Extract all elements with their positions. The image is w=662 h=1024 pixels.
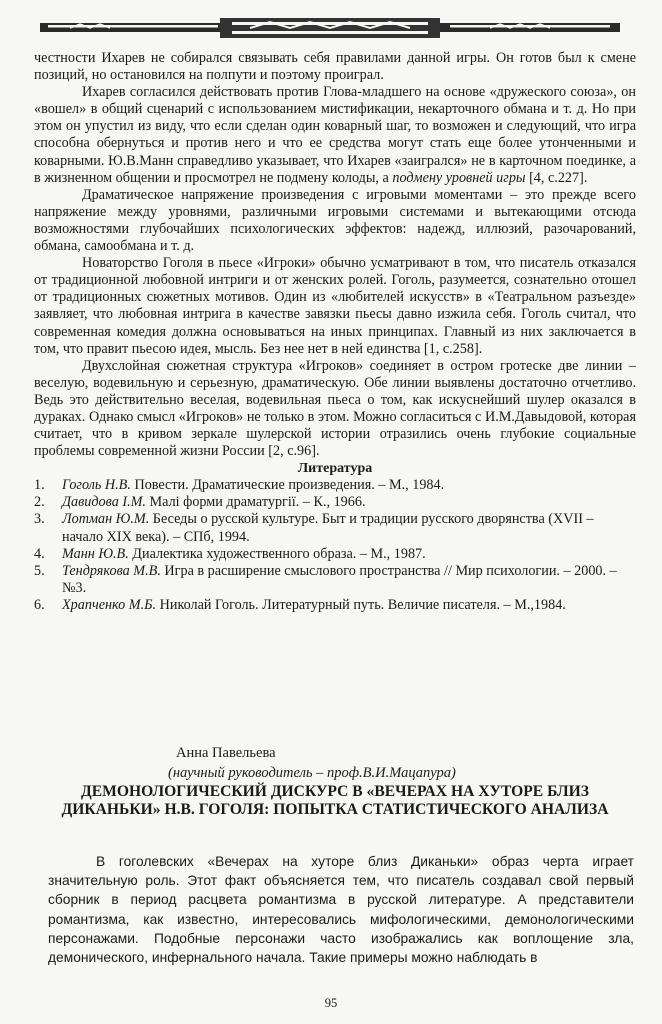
article-author: Анна Павельева — [176, 745, 276, 761]
header-ornament — [40, 10, 620, 46]
paragraph-4: Новаторство Гоголя в пьесе «Игроки» обычно усматривают в том, что писатель отказался от традиционной любовной интриги и от женских ролей. Гоголь, разумеется, сознательно отошел от традиционных сюжетных мотивов. Один из «любителей искусств» в «Театральном разъезде» заявляет, что любовная интрига в качестве завязки пьесы давно изжила себя. Гоголь считал, что современная комедия должна основываться на иных принципах. Главный из них заключается в том, что правит пьесою идея, мысль. Без нее нет в ней единства [1, с.258]. — [34, 255, 636, 357]
title-line-1: ДЕМОНОЛОГИЧЕСКИЙ ДИСКУРС В «ВЕЧЕРАХ НА ХУТОРЕ БЛИЗ — [81, 783, 589, 800]
article-intro: В гоголевских «Вечерах на хуторе близ Диканьки» образ черта играет значительную роль. Этот факт объясняется тем, что писатель создавал свой первый сборник в период расцвета романтизма в русской литературе. А представители романтизма, как известно, интересовались мифологическими, демонологическими персонажами. Подобные персонажи часто изображались как воплощение зла, демонического, инфернального начала. Такие примеры можно наблюдать в — [48, 854, 634, 966]
article-advisor: (научный руководитель – проф.В.И.Мацапура) — [168, 765, 456, 781]
reference-item: 4. Манн Ю.В. Диалектика художественного образа. – М., 1987. — [34, 545, 426, 562]
paragraph-2: Ихарев согласился действовать против Глова-младшего на основе «дружеского союза», он «вошел» в общий сценарий с использованием мистификации, некарточного обмана и т. д. Но при этом он упустил из виду, что если сделан один коварный шаг, то возможен и следующий, что игра способна обернуться и против него и что ее средства могут стать еще более утонченными и коварными. Ю.В.Манн справедливо указывает, что Ихарев «заигрался» не в карточном поединке, а в жизненном общении и просмотрел не подмену колоды, а подмену уровней игры [4, с.227]. — [34, 84, 636, 186]
reference-list — [34, 477, 636, 614]
reference-item: 2. Давидова І.М. Малі форми драматургії. – К., 1966. — [34, 494, 366, 511]
reference-item: 5. Тендрякова М.В. Игра в расширение смыслового пространства // Мир психологии. – 2000. – №3. — [34, 562, 617, 596]
reference-item: 1. Гоголь Н.В. Повести. Драматические произведения. – М., 1984. — [34, 477, 445, 494]
main-text — [34, 50, 636, 614]
paragraph-5: Двухслойная сюжетная структура «Игроков» соединяет в остром гротеске две линии – веселую, водевильную и серьезную, драматическую. Обе линии выявлены достаточно отчетливо. Ведь это действительно веселая, водевильная пьеса о том, как искуснейший шулер оказался в дураках. Однако смысл «Игроков» не только в этом. Можно согласиться с И.М.Давыдовой, которая считает, что в кривом зеркале шулерской истории отразились очень глубокие социальные проблемы современной жизни России [2, с.96]. — [34, 357, 636, 460]
literature-heading: Литература — [297, 461, 373, 477]
emphasis-text: подмену уровней игры — [392, 169, 526, 186]
title-line-2: ДИКАНЬКИ» Н.В. ГОГОЛЯ: ПОПЫТКА СТАТИСТИЧЕСКОГО АНАЛИЗА — [61, 801, 609, 818]
article-body — [48, 852, 634, 967]
reference-item: 6. Храпченко М.Б. Николай Гоголь. Литературный путь. Величие писателя. – М.,1984. — [34, 596, 566, 613]
page-number: 95 — [324, 996, 338, 1010]
paragraph-3: Драматическое напряжение произведения с игровыми моментами – это прежде всего напряжение между уровнями, различными игровыми системами и вытекающими отсюда возможностями глубочайших психологических эффектов: надежд, иллюзий, разочарований, обмана, самообмана и т. д. — [34, 186, 636, 255]
reference-item: 3. Лотман Ю.М. Беседы о русской культуре. Быт и традиции русского дворянства (XVII – начало XIX века). – СПб, 1994. — [34, 511, 594, 545]
paragraph-1: честности Ихарев не собирался связывать себя правилами данной игры. Он готов был к смене позиций, но остановился на полпути и поэтому проиграл. — [34, 50, 636, 84]
article-title — [34, 783, 636, 819]
